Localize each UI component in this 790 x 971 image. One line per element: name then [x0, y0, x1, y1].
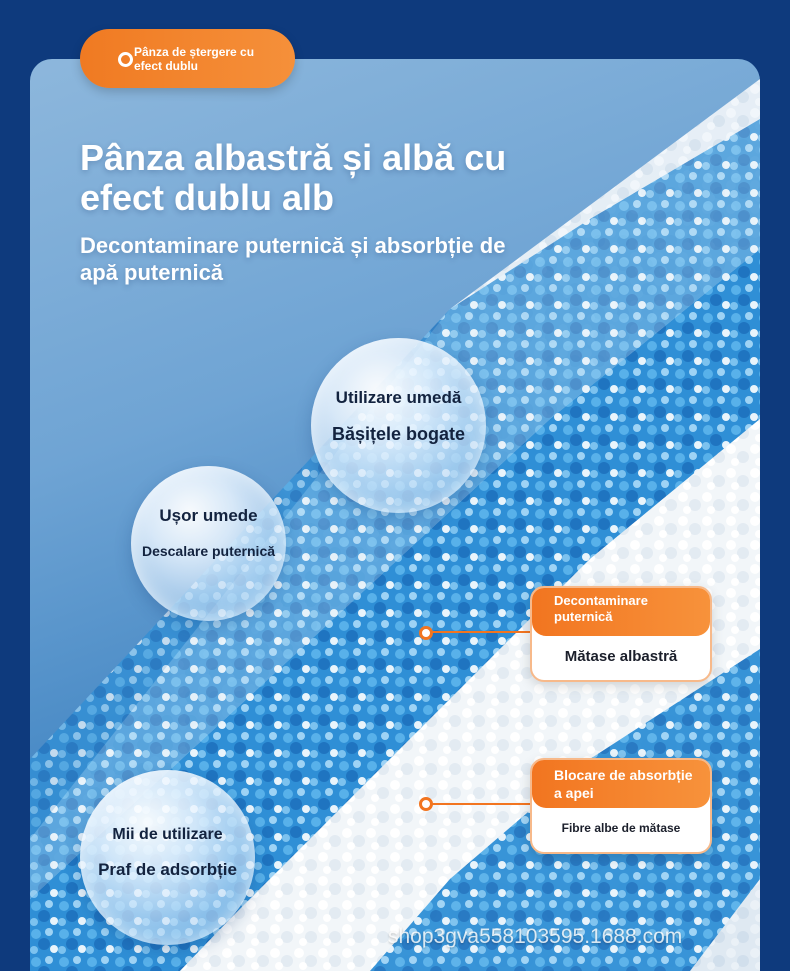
bubble-title: Utilizare umedă	[335, 388, 462, 407]
callout-title: Decontaminare puternică	[532, 588, 710, 636]
bubble-subtitle: Bășițele bogate	[331, 424, 466, 444]
feature-bubble-dust	[80, 770, 255, 945]
callout-connector-line	[432, 803, 532, 805]
callout-title: Blocare de absorbție a apei	[532, 760, 710, 808]
category-badge	[80, 29, 295, 88]
circle-bullet-icon	[118, 52, 133, 67]
bubble-subtitle: Praf de adsorbție	[98, 860, 237, 879]
callout-blue-silk	[530, 586, 712, 682]
callout-pointer-dot	[419, 626, 433, 640]
bubble-subtitle: Descalare puternică	[141, 543, 276, 559]
callout-white-silk	[530, 758, 712, 854]
callout-connector-line	[432, 631, 532, 633]
bubble-title: Ușor umede	[159, 506, 258, 525]
page-subtitle: Decontaminare puternică și absorbție de apă puternică	[80, 233, 506, 285]
badge-label: Pânza de ștergere cu efect dublu	[134, 45, 255, 73]
callout-pointer-dot	[419, 797, 433, 811]
bubble-title: Mii de utilizare	[112, 826, 223, 843]
callout-body: Mătase albastră	[564, 648, 678, 665]
feature-bubble-wet-use	[311, 338, 486, 513]
callout-body: Fibre albe de mătase	[561, 821, 681, 835]
shop-watermark: shop3gva558103595.1688.com	[388, 925, 683, 948]
feature-bubble-slightly-wet	[131, 466, 286, 621]
page-title: Pânza albastră și albă cu efect dublu alb	[80, 137, 507, 218]
